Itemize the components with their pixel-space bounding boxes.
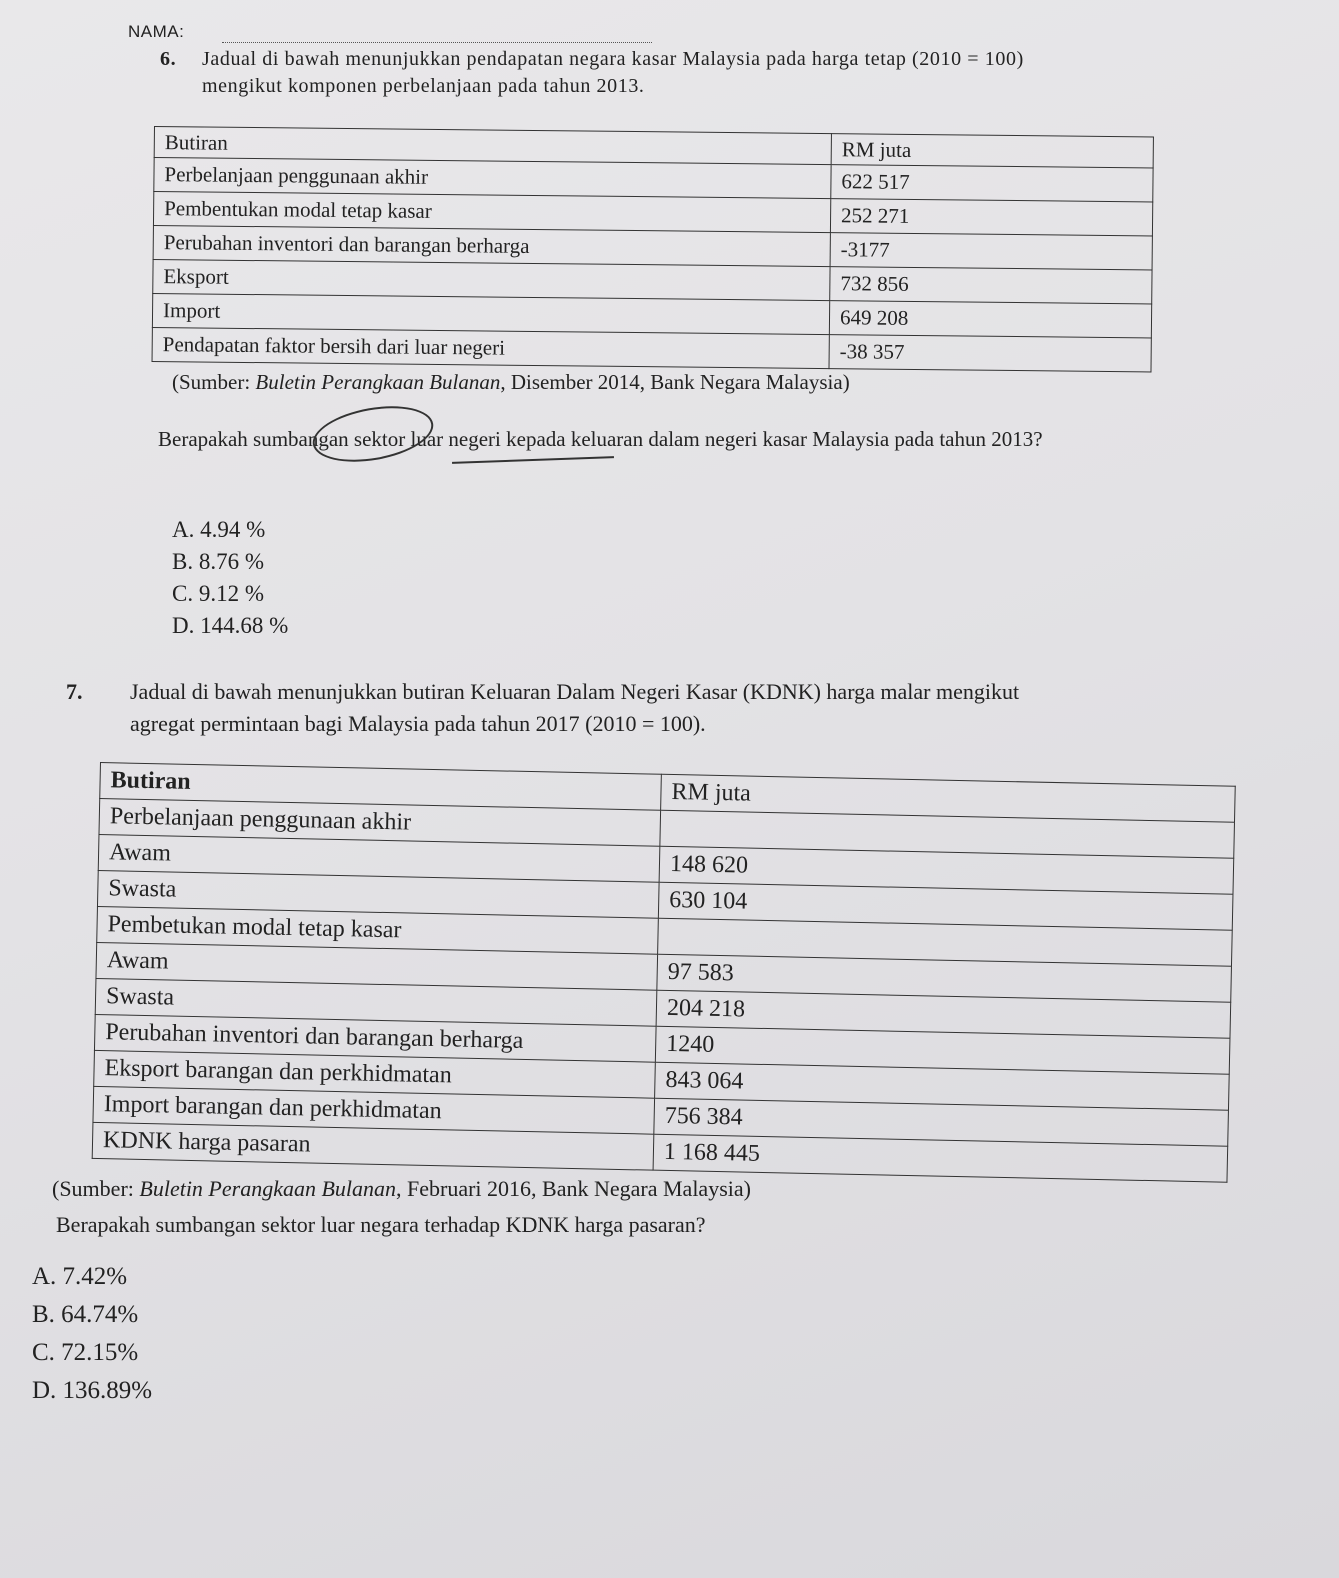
table-cell-item: Pembetukan modal tetap kasar [97,906,659,954]
table-cell-item: Perubahan inventori dan barangan berharga [153,225,830,266]
source-suffix: , Februari 2016, Bank Negara Malaysia) [396,1176,751,1201]
source-title: Buletin Perangkaan Bulanan [139,1176,397,1201]
table-cell-item: Swasta [95,978,657,1026]
option-d[interactable]: D. 144.68 % [172,613,289,638]
question-6-number: 6. [160,48,177,70]
table-header-value: RM juta [661,774,1236,822]
question-7-question: Berapakah sumbangan sektor luar negara terhadap KDNK harga pasaran? [56,1212,706,1237]
table-cell-value: 97 583 [657,954,1232,1002]
name-label: NAMA: [128,22,185,41]
table-cell-item: Perbelanjaan penggunaan akhir [99,799,661,847]
table-cell-value: 148 620 [659,846,1234,894]
table-cell-item: Eksport barangan dan perkhidmatan [94,1050,656,1098]
option-b[interactable]: B. 8.76 % [172,549,264,574]
source-prefix: (Sumber: [172,370,256,394]
option-c[interactable]: C. 72.15% [32,1339,139,1366]
question-7-source [52,1176,751,1202]
table-cell-value: 843 064 [655,1062,1230,1110]
table-header-value: RM juta [831,134,1153,168]
table-cell-item: Awam [96,942,658,990]
question-6-source [172,370,850,395]
table-cell-value: -3177 [830,233,1152,270]
table-cell-value: 649 208 [829,301,1151,338]
table-cell-value: 1 168 445 [653,1134,1228,1182]
table-cell-value: 204 218 [656,990,1231,1038]
handwritten-underline-mark [452,456,614,464]
table-cell-item: Awam [98,834,660,882]
source-suffix: , Disember 2014, Bank Negara Malaysia) [500,370,850,394]
name-line [222,42,652,43]
question-6-intro-line1: Jadual di bawah menunjukkan pendapatan negara kasar Malaysia pada harga tetap (2010 = 100) [202,48,1024,70]
question-7-number: 7. [66,679,83,704]
table-cell-item: KDNK harga pasaran [92,1122,654,1170]
table-cell-item: Swasta [97,870,659,918]
source-prefix: (Sumber: [52,1176,140,1201]
table-cell-item: Perbelanjaan penggunaan akhir [154,158,831,199]
table-cell-value: 1240 [655,1026,1230,1074]
table-cell-value: 756 384 [654,1098,1229,1146]
option-b[interactable]: B. 64.74% [32,1301,139,1328]
option-a[interactable]: A. 4.94 % [172,517,266,542]
question-6-table [152,126,1154,372]
table-cell-value: -38 357 [829,335,1151,372]
option-a[interactable]: A. 7.42% [32,1263,128,1290]
table-cell-item: Import [152,293,829,334]
question-7-options [32,1258,152,1410]
option-d[interactable]: D. 136.89% [32,1377,153,1404]
question-7-table [92,762,1236,1183]
table-cell-item: Eksport [153,259,830,300]
option-c[interactable]: C. 9.12 % [172,581,264,606]
question-6-question: Berapakah sumbangan sektor luar negeri kepada keluaran dalam negeri kasar Malaysia pada tahun 2013? [158,427,1043,451]
question-6-options [172,514,288,642]
table-cell-value: 732 856 [830,267,1152,304]
table-cell-item: Pendapatan faktor bersih dari luar negeri [152,327,829,368]
table-header-item: Butiran [100,763,662,811]
table-cell-value: 252 271 [830,199,1152,236]
question-7-intro-line1: Jadual di bawah menunjukkan butiran Keluaran Dalam Negeri Kasar (KDNK) harga malar mengikut [130,679,1020,704]
table-cell-item: Import barangan dan perkhidmatan [93,1086,655,1134]
question-6-intro-line2: mengikut komponen perbelanjaan pada tahun 2013. [202,75,645,97]
table-cell-value: 630 104 [658,882,1233,930]
handwritten-circle-mark [308,398,437,470]
table-header-item: Butiran [154,127,831,165]
question-7-intro-line2: agregat permintaan bagi Malaysia pada tahun 2017 (2010 = 100). [130,711,706,736]
table-cell-item: Perubahan inventori dan barangan berharga [94,1014,656,1062]
source-title: Buletin Perangkaan Bulanan [255,370,501,394]
table-cell-value: 622 517 [831,165,1153,202]
table-cell-item: Pembentukan modal tetap kasar [153,192,830,233]
